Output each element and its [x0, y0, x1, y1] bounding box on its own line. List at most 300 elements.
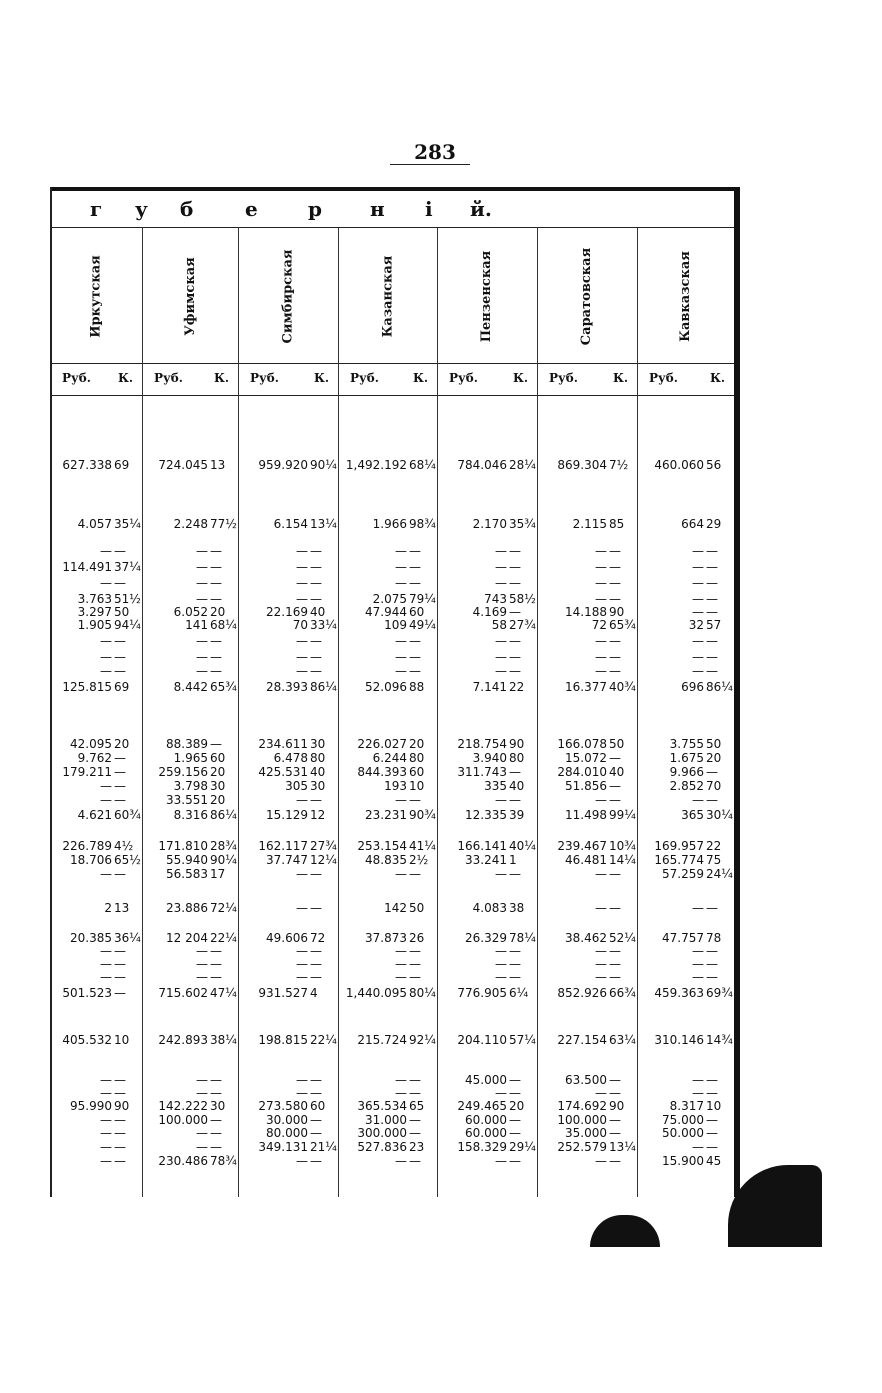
- table-row: [637, 1141, 734, 1154]
- table-row: [50, 1100, 142, 1113]
- kopecks-value: 72¼: [210, 901, 237, 915]
- rubles-value: 100.000: [158, 1113, 208, 1127]
- rubles-value: —: [595, 901, 607, 915]
- rubles-value: 8.317: [669, 1099, 704, 1113]
- rubles-value: 249.465: [457, 1099, 507, 1113]
- kopecks-value: —: [310, 544, 322, 558]
- table-row: [338, 561, 437, 574]
- table-row: [142, 1141, 238, 1154]
- table-row: [238, 518, 338, 531]
- rubles-value: 784.046: [457, 458, 507, 472]
- kopecks-value: 24¼: [706, 867, 733, 881]
- rubles-value: —: [395, 970, 407, 984]
- kopecks-value: —: [310, 901, 322, 915]
- rubles-value: 305: [285, 779, 308, 793]
- kopecks-value: —: [706, 944, 718, 958]
- kopecks-value: 86¼: [310, 680, 337, 694]
- kopecks-value: —: [210, 944, 222, 958]
- rubles-value: —: [296, 576, 308, 590]
- table-row: [338, 987, 437, 1000]
- rubles-value: 252.579: [557, 1140, 607, 1154]
- rubles-value: —: [692, 576, 704, 590]
- table-row: [537, 1034, 637, 1047]
- kopecks-value: —: [114, 1126, 126, 1140]
- kopecks-value: 20: [210, 605, 226, 619]
- table-row: [238, 971, 338, 984]
- kopecks-value: —: [509, 970, 521, 984]
- kopecks-value: 86¼: [706, 680, 733, 694]
- table-row: [238, 665, 338, 678]
- rubles-value: —: [100, 1113, 112, 1127]
- rubles-value: 55.940: [166, 853, 208, 867]
- table-row: [238, 987, 338, 1000]
- table-row: [537, 1127, 637, 1140]
- rubles-value: —: [296, 1086, 308, 1100]
- table-row: [238, 1074, 338, 1087]
- rubles-value: 226.789: [62, 839, 112, 853]
- table-row: [437, 1127, 537, 1140]
- kopecks-value: —: [706, 592, 718, 606]
- rubles-value: —: [395, 650, 407, 664]
- kopecks-value: 63¼: [609, 1033, 636, 1047]
- rubles-value: 31.000: [365, 1113, 407, 1127]
- rubles-value: 1.965: [173, 751, 208, 765]
- kopecks-value: —: [310, 1073, 322, 1087]
- table-row: [50, 854, 142, 867]
- kopecks-value: —: [609, 901, 621, 915]
- rubles-value: 1,440.095: [345, 986, 407, 1000]
- kopecks-value: —: [310, 957, 322, 971]
- kopecks-value: 77½: [210, 517, 237, 531]
- kopecks-value: 17: [210, 867, 226, 881]
- rubles-value: 1.966: [372, 517, 407, 531]
- kopecks-value: 50: [114, 605, 130, 619]
- table-row: [437, 738, 537, 751]
- rubles-value: —: [196, 664, 208, 678]
- rubles-value: 1.905: [77, 618, 112, 632]
- table-row: [238, 651, 338, 664]
- table-row: [142, 561, 238, 574]
- table-row: [637, 738, 734, 751]
- kopecks-value: —: [114, 1113, 126, 1127]
- rubles-value: 60.000: [465, 1113, 507, 1127]
- table-row: [238, 780, 338, 793]
- table-row: [537, 971, 637, 984]
- rubles-header: Руб.: [250, 371, 279, 385]
- rubles-value: 365.534: [357, 1099, 407, 1113]
- rubles-value: —: [692, 944, 704, 958]
- table-row: [437, 752, 537, 765]
- rubles-value: —: [595, 664, 607, 678]
- kopecks-value: 50: [609, 737, 625, 751]
- table-row: [238, 738, 338, 751]
- rubles-value: 114.491: [62, 560, 112, 574]
- kopecks-value: —: [310, 1126, 322, 1140]
- kopecks-value: 27¾: [509, 618, 536, 632]
- rubles-value: 2.248: [173, 517, 208, 531]
- rubles-value: 15.129: [266, 808, 308, 822]
- rubles-value: —: [296, 634, 308, 648]
- rubles-value: 166.141: [457, 839, 507, 853]
- table-row: [637, 459, 734, 472]
- kopecks-value: 50: [706, 737, 722, 751]
- rubles-value: —: [692, 1140, 704, 1154]
- table-row: [437, 932, 537, 945]
- rubles-value: 3.798: [173, 779, 208, 793]
- table-row: [142, 854, 238, 867]
- rubles-value: 169.957: [654, 839, 704, 853]
- kopecks-value: 1: [509, 853, 517, 867]
- rubles-value: —: [595, 793, 607, 807]
- kopecks-value: 80: [509, 751, 525, 765]
- kopecks-value: —: [706, 650, 718, 664]
- table-row: [50, 868, 142, 881]
- rubles-value: —: [495, 793, 507, 807]
- kopecks-value: —: [509, 765, 521, 779]
- column-divider: [437, 227, 438, 1197]
- table-row: [437, 619, 537, 632]
- table-row: [338, 840, 437, 853]
- table-row: [142, 809, 238, 822]
- table-row: [537, 854, 637, 867]
- rubles-value: —: [196, 970, 208, 984]
- kopecks-value: 86¼: [210, 808, 237, 822]
- rubles-value: 75.000: [662, 1113, 704, 1127]
- table-row: [338, 958, 437, 971]
- table-row: [637, 665, 734, 678]
- rubles-value: —: [196, 944, 208, 958]
- table-row: [537, 635, 637, 648]
- kopecks-value: 6¼: [509, 986, 529, 1000]
- kopecks-value: 40: [609, 765, 625, 779]
- table-row: [637, 1155, 734, 1168]
- page-number-rule: [390, 164, 470, 165]
- table-row: [537, 459, 637, 472]
- kopecks-value: 40¾: [609, 680, 636, 694]
- table-row: [238, 752, 338, 765]
- kopecks-value: —: [509, 544, 521, 558]
- rubles-value: 9.762: [77, 751, 112, 765]
- table-row: [437, 958, 537, 971]
- table-row: [338, 651, 437, 664]
- kopecks-value: —: [310, 1086, 322, 1100]
- rubles-value: 174.692: [557, 1099, 607, 1113]
- kopecks-value: 68¼: [409, 458, 436, 472]
- rubles-value: —: [100, 867, 112, 881]
- kopecks-value: —: [706, 576, 718, 590]
- kopecks-header: К.: [118, 371, 134, 385]
- rubles-value: 33.551: [166, 793, 208, 807]
- kopecks-value: 22¼: [210, 931, 237, 945]
- rubles-value: 47.944: [365, 605, 407, 619]
- table-row: [338, 619, 437, 632]
- table-row: [637, 619, 734, 632]
- rubles-value: —: [692, 560, 704, 574]
- table-row: [338, 932, 437, 945]
- rubles-value: —: [692, 650, 704, 664]
- table-row: [238, 635, 338, 648]
- kopecks-value: —: [210, 1113, 222, 1127]
- kopecks-value: 78: [706, 931, 722, 945]
- table-row: [50, 752, 142, 765]
- table-row: [437, 868, 537, 881]
- table-row: [338, 518, 437, 531]
- table-row: [50, 619, 142, 632]
- rubles-value: —: [100, 779, 112, 793]
- table-row: [238, 1141, 338, 1154]
- table-row: [437, 840, 537, 853]
- province-column: [142, 187, 238, 1197]
- table-row: [238, 794, 338, 807]
- rubles-value: —: [595, 560, 607, 574]
- rubles-value: 109: [384, 618, 407, 632]
- table-row: [142, 1074, 238, 1087]
- kopecks-value: 90: [609, 605, 625, 619]
- rubles-value: —: [196, 1086, 208, 1100]
- rubles-value: 931.527: [258, 986, 308, 1000]
- kopecks-value: —: [509, 576, 521, 590]
- table-row: [537, 577, 637, 590]
- table-row: [537, 1100, 637, 1113]
- kopecks-value: —: [706, 1140, 718, 1154]
- kopecks-value: —: [114, 1154, 126, 1168]
- table-row: [142, 840, 238, 853]
- kopecks-value: —: [509, 1126, 521, 1140]
- rubles-value: —: [595, 634, 607, 648]
- kopecks-value: —: [114, 1086, 126, 1100]
- table-row: [537, 902, 637, 915]
- table-row: [50, 459, 142, 472]
- rubles-value: —: [395, 867, 407, 881]
- kopecks-value: —: [409, 957, 421, 971]
- rubles-value: 230.486: [158, 1154, 208, 1168]
- rubles-value: 52.096: [365, 680, 407, 694]
- kopecks-value: 80: [310, 751, 326, 765]
- rubles-value: 12 204: [166, 931, 208, 945]
- table-right-border: [734, 187, 740, 1197]
- table-row: [142, 868, 238, 881]
- kopecks-value: —: [114, 634, 126, 648]
- heading-letter: і: [425, 197, 433, 221]
- rubles-value: 6.244: [372, 751, 407, 765]
- table-row: [50, 780, 142, 793]
- kopecks-value: —: [114, 576, 126, 590]
- rubles-value: —: [595, 650, 607, 664]
- ink-blot: [590, 1215, 660, 1247]
- kopecks-value: 38¼: [210, 1033, 237, 1047]
- heading-letter: н: [370, 197, 385, 221]
- rubles-value: —: [296, 1073, 308, 1087]
- table-row: [238, 1100, 338, 1113]
- rubles-value: —: [595, 1086, 607, 1100]
- kopecks-value: —: [210, 1126, 222, 1140]
- kopecks-value: —: [210, 1140, 222, 1154]
- rubles-value: 696: [681, 680, 704, 694]
- rubles-value: —: [692, 592, 704, 606]
- kopecks-value: 35¼: [114, 517, 141, 531]
- rubles-value: 6.154: [273, 517, 308, 531]
- kopecks-value: —: [609, 944, 621, 958]
- rubles-value: 88.389: [166, 737, 208, 751]
- kopecks-value: 69: [114, 680, 130, 694]
- rubles-value: —: [692, 605, 704, 619]
- column-name: [537, 231, 637, 361]
- rubles-value: —: [595, 970, 607, 984]
- table-row: [437, 809, 537, 822]
- kopecks-value: 36¼: [114, 931, 141, 945]
- kopecks-value: —: [609, 751, 621, 765]
- heading-letter: р: [308, 197, 322, 221]
- rubles-value: 33.241: [465, 853, 507, 867]
- table-row: [142, 1155, 238, 1168]
- kopecks-value: —: [210, 592, 222, 606]
- table-row: [142, 635, 238, 648]
- rubles-value: —: [595, 592, 607, 606]
- table-row: [338, 971, 437, 984]
- rubles-value: 26.329: [465, 931, 507, 945]
- rubles-value: —: [495, 970, 507, 984]
- kopecks-value: 30: [210, 1099, 226, 1113]
- kopecks-value: —: [114, 944, 126, 958]
- kopecks-value: —: [409, 1154, 421, 1168]
- kopecks-value: —: [210, 576, 222, 590]
- kopecks-value: —: [409, 944, 421, 958]
- kopecks-value: 30: [310, 737, 326, 751]
- rubles-value: 227.154: [557, 1033, 607, 1047]
- rubles-value: —: [595, 576, 607, 590]
- rubles-value: 4.083: [472, 901, 507, 915]
- kopecks-value: 28¼: [509, 458, 536, 472]
- rubles-value: —: [296, 867, 308, 881]
- rubles-value: 349.131: [258, 1140, 308, 1154]
- kopecks-value: —: [706, 970, 718, 984]
- table-row: [50, 545, 142, 558]
- rubles-value: —: [100, 634, 112, 648]
- kopecks-value: 20: [210, 793, 226, 807]
- kopecks-value: —: [609, 560, 621, 574]
- table-row: [537, 1141, 637, 1154]
- table-row: [637, 945, 734, 958]
- rubles-value: 8.316: [173, 808, 208, 822]
- rubles-value: 284.010: [557, 765, 607, 779]
- rubles-value: 4.057: [77, 517, 112, 531]
- kopecks-value: 40: [509, 779, 525, 793]
- table-row: [437, 1034, 537, 1047]
- rubles-value: 259.156: [158, 765, 208, 779]
- table-row: [437, 780, 537, 793]
- rubles-value: —: [296, 944, 308, 958]
- kopecks-value: —: [409, 1126, 421, 1140]
- kopecks-value: 12: [310, 808, 326, 822]
- table-row: [50, 932, 142, 945]
- rubles-value: —: [196, 1126, 208, 1140]
- kopecks-value: 41¼: [409, 839, 436, 853]
- kopecks-value: —: [210, 970, 222, 984]
- table-row: [142, 971, 238, 984]
- kopecks-value: —: [509, 650, 521, 664]
- kopecks-value: 40: [310, 605, 326, 619]
- rubles-value: —: [296, 592, 308, 606]
- rubles-header: Руб.: [649, 371, 678, 385]
- table-row: [142, 681, 238, 694]
- kopecks-value: —: [706, 605, 718, 619]
- kopecks-value: —: [114, 664, 126, 678]
- rubles-value: 95.990: [70, 1099, 112, 1113]
- table-row: [637, 971, 734, 984]
- rubles-value: —: [196, 1073, 208, 1087]
- kopecks-value: 57: [706, 618, 722, 632]
- table-row: [50, 1127, 142, 1140]
- kopecks-value: —: [609, 793, 621, 807]
- table-row: [50, 766, 142, 779]
- table-row: [637, 635, 734, 648]
- kopecks-value: 23: [409, 1140, 425, 1154]
- kopecks-value: 30: [210, 779, 226, 793]
- rubles-value: —: [395, 1154, 407, 1168]
- rubles-value: —: [196, 634, 208, 648]
- column-divider: [637, 227, 638, 1197]
- kopecks-value: —: [706, 560, 718, 574]
- rubles-value: —: [100, 1154, 112, 1168]
- table-row: [637, 651, 734, 664]
- column-divider: [142, 227, 143, 1197]
- rubles-value: —: [395, 944, 407, 958]
- kopecks-value: 69: [114, 458, 130, 472]
- kopecks-value: 10: [114, 1033, 130, 1047]
- kopecks-value: 66¾: [609, 986, 636, 1000]
- rubles-value: 3.940: [472, 751, 507, 765]
- rubles-value: 23.231: [365, 808, 407, 822]
- rubles-value: —: [100, 957, 112, 971]
- table-row: [142, 518, 238, 531]
- kopecks-value: 79¼: [409, 592, 436, 606]
- kopecks-value: 60: [409, 765, 425, 779]
- kopecks-value: —: [609, 592, 621, 606]
- rubles-value: 2.075: [372, 592, 407, 606]
- rubles-value: 57.259: [662, 867, 704, 881]
- kopecks-value: —: [609, 970, 621, 984]
- province-column: [50, 187, 142, 1197]
- table-row: [537, 545, 637, 558]
- table-row: [142, 651, 238, 664]
- rubles-value: 715.602: [158, 986, 208, 1000]
- rubles-value: —: [692, 970, 704, 984]
- table-row: [50, 958, 142, 971]
- table-row: [142, 766, 238, 779]
- table-row: [142, 794, 238, 807]
- kopecks-value: 13: [210, 458, 226, 472]
- rubles-value: —: [595, 1154, 607, 1168]
- rubles-value: —: [495, 1154, 507, 1168]
- table-row: [637, 854, 734, 867]
- rubles-value: 198.815: [258, 1033, 308, 1047]
- kopecks-value: —: [210, 634, 222, 648]
- province-column: [238, 187, 338, 1197]
- rubles-value: 226.027: [357, 737, 407, 751]
- kopecks-value: —: [509, 634, 521, 648]
- table-row: [238, 561, 338, 574]
- table-row: [338, 868, 437, 881]
- rubles-value: 6.478: [273, 751, 308, 765]
- rubles-value: 239.467: [557, 839, 607, 853]
- kopecks-value: —: [210, 664, 222, 678]
- rubles-value: 56.583: [166, 867, 208, 881]
- kopecks-value: —: [114, 765, 126, 779]
- rubles-value: 100.000: [557, 1113, 607, 1127]
- kopecks-value: 13¼: [609, 1140, 636, 1154]
- table-row: [537, 766, 637, 779]
- kopecks-value: —: [609, 650, 621, 664]
